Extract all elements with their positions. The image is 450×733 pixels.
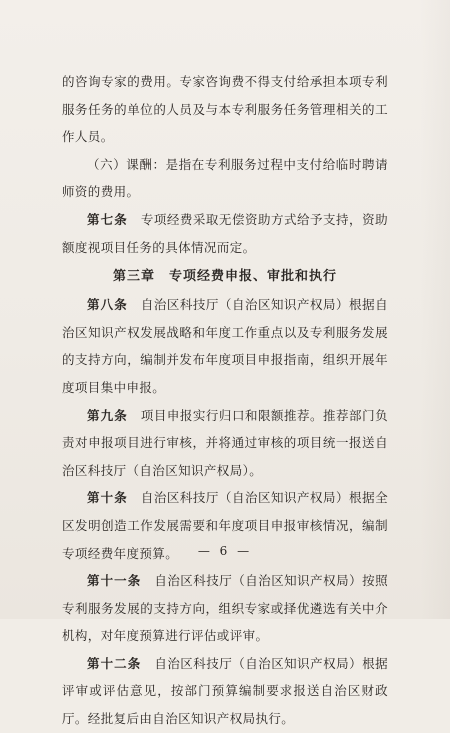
page-number: — 6 —: [197, 544, 253, 558]
paper-shadow: [420, 0, 450, 619]
article-number: 第八条: [87, 297, 128, 313]
article-text: 自治区科技厅（自治区知识产权局）根据评审或评估意见，按部门预算编制要求报送自治区财政厅。经批复后由自治区知识产权局执行。: [62, 655, 388, 727]
article-text: 自治区科技厅（自治区知识产权局）按照专利服务发展的支持方向，组织专家或择优遴选有关中介机构，对年度预算进行评估或评审。: [62, 573, 388, 644]
article-11: [62, 567, 388, 650]
article-number: 第十条: [87, 490, 128, 506]
article-text: 自治区科技厅（自治区知识产权局）根据全区发明创造工作发展需要和年度项目申报审核情况，编制专项经费年度预算。: [62, 490, 388, 561]
paragraph-text: （六）课酬：是指在专利服务过程中支付给临时聘请师资的费用。: [62, 156, 388, 200]
chapter-title: 第三章 专项经费申报、审批和执行: [112, 269, 337, 285]
article-number: 第七条: [87, 211, 128, 227]
article-7: [62, 206, 388, 261]
paragraph-text: 的咨询专家的费用。专家咨询费不得支付给承担本项专利服务任务的单位的人员及与本专利服务任务管理相关的工作人员。: [62, 74, 388, 145]
article-9: [62, 402, 388, 485]
article-8: [62, 291, 388, 401]
document-body: [62, 68, 388, 733]
paragraph-consultant-fees: [62, 68, 388, 151]
article-text: 项目申报实行归口和限额推荐。推荐部门负责对申报项目进行审核，并将通过审核的项目统一报送自治区科技厅（自治区知识产权局）。: [62, 407, 388, 478]
paragraph-lecture-fees: [62, 151, 388, 206]
article-text: 专项经费采取无偿资助方式给予支持，资助额度视项目任务的具体情况而定。: [62, 211, 388, 255]
article-text: 自治区科技厅（自治区知识产权局）根据自治区知识产权发展战略和年度工作重点以及专利服务发展的支持方向，编制并发布年度项目申报指南，组织开展年度项目集中申报。: [62, 297, 388, 395]
article-number: 第十二条: [87, 655, 142, 671]
article-12: [62, 650, 388, 733]
article-number: 第九条: [87, 407, 128, 423]
article-number: 第十一条: [87, 573, 142, 589]
